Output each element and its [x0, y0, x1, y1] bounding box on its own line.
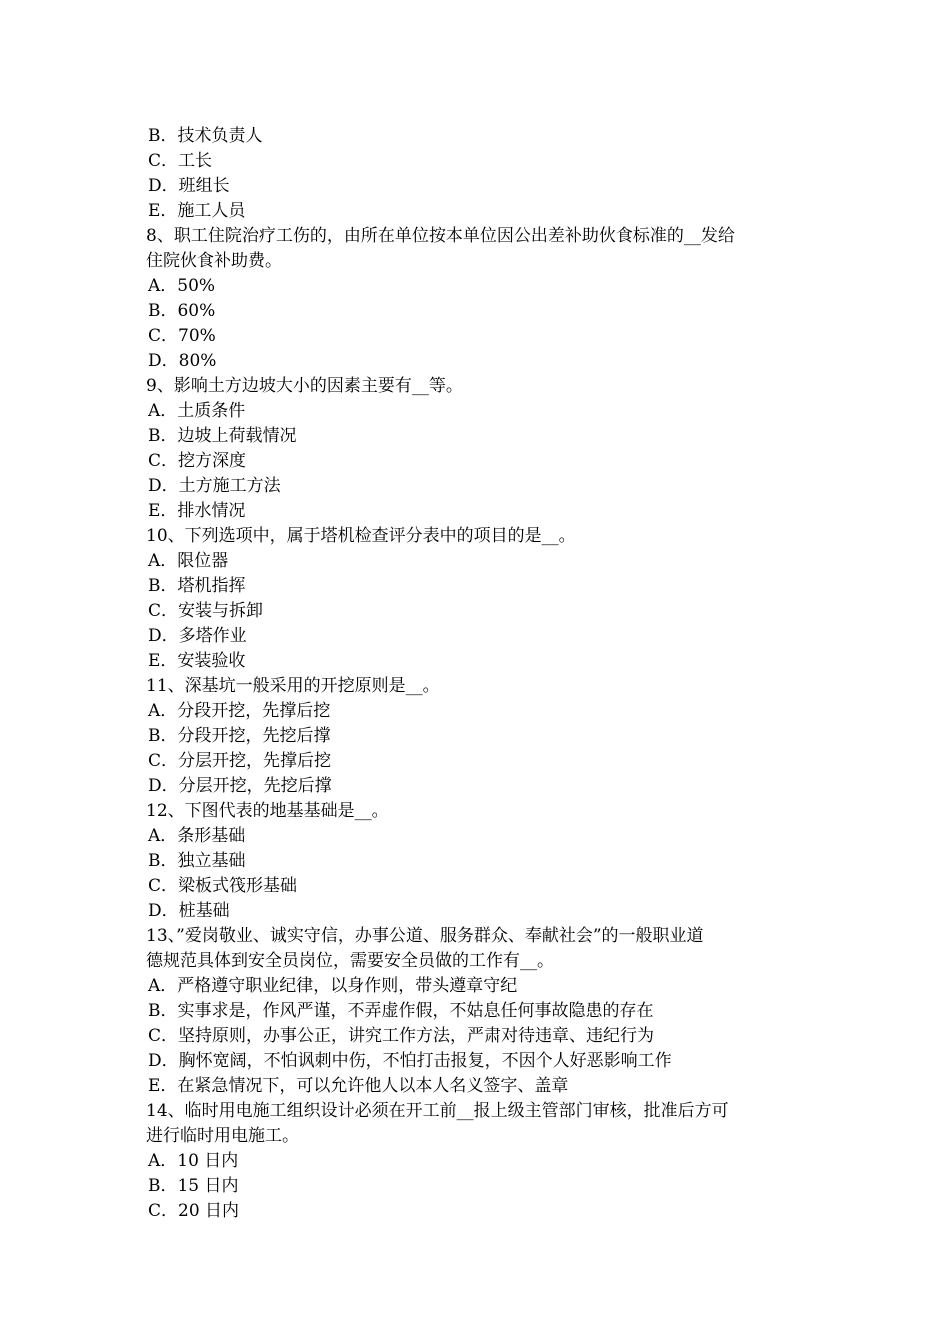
answer-option: A．严格遵守职业纪律，以身作则，带头遵章守纪 — [148, 976, 518, 996]
question-text: 12、下图代表的地基基础是__。 — [146, 801, 389, 821]
answer-option: B．技术负责人 — [148, 126, 263, 146]
question-text: 14、临时用电施工组织设计必须在开工前__报上级主管部门审核，批准后方可 — [146, 1101, 729, 1121]
answer-option: B．塔机指挥 — [148, 576, 246, 596]
question-text: 10、下列选项中，属于塔机检查评分表中的项目的是__。 — [146, 526, 576, 546]
answer-option: D．胸怀宽阔，不怕讽刺中伤，不怕打击报复，不因个人好恶影响工作 — [148, 1051, 672, 1071]
answer-option: B．实事求是，作风严谨，不弄虚作假，不姑息任何事故隐患的存在 — [148, 1001, 654, 1021]
question-text: 进行临时用电施工。 — [146, 1126, 299, 1146]
answer-option: A．分段开挖，先撑后挖 — [148, 701, 331, 721]
question-text: 德规范具体到安全员岗位，需要安全员做的工作有__。 — [146, 951, 554, 971]
answer-option: C．70% — [148, 326, 216, 346]
question-list — [146, 124, 818, 1224]
answer-option: C．安装与拆卸 — [148, 601, 264, 621]
answer-option: D．80% — [148, 351, 217, 371]
question-text: 11、深基坑一般采用的开挖原则是__。 — [146, 676, 440, 696]
answer-option: E．施工人员 — [148, 201, 246, 221]
question-text: 8、职工住院治疗工伤的，由所在单位按本单位因公出差补助伙食标准的__发给 — [146, 226, 735, 246]
answer-option: D．土方施工方法 — [148, 476, 281, 496]
question-text: 住院伙食补助费。 — [146, 251, 282, 271]
answer-option: C．分层开挖，先撑后挖 — [148, 751, 332, 771]
answer-option: B．边坡上荷载情况 — [148, 426, 297, 446]
answer-option: D．班组长 — [148, 176, 230, 196]
answer-option: E．安装验收 — [148, 651, 246, 671]
answer-option: C．梁板式筏形基础 — [148, 876, 298, 896]
answer-option: D．桩基础 — [148, 901, 230, 921]
answer-option: E．排水情况 — [148, 501, 246, 521]
answer-option: C．坚持原则，办事公正，讲究工作方法，严肃对待违章、违纪行为 — [148, 1026, 655, 1046]
answer-option: B．60% — [148, 301, 216, 321]
answer-option: B．分段开挖，先挖后撑 — [148, 726, 331, 746]
answer-option: B．独立基础 — [148, 851, 246, 871]
question-text: 13、”爱岗敬业、诚实守信，办事公道、服务群众、奉献社会”的一般职业道 — [146, 926, 704, 946]
question-text: 9、影响土方边坡大小的因素主要有__等。 — [146, 376, 463, 396]
answer-option: A．条形基础 — [148, 826, 246, 846]
answer-option: B．15 日内 — [148, 1176, 239, 1196]
answer-option: D．多塔作业 — [148, 626, 247, 646]
answer-option: C．工长 — [148, 151, 213, 171]
answer-option: A．土质条件 — [148, 401, 246, 421]
answer-option: E．在紧急情况下，可以允许他人以本人名义签字、盖章 — [148, 1076, 569, 1096]
answer-option: A．10 日内 — [148, 1151, 239, 1171]
answer-option: A．限位器 — [148, 551, 229, 571]
answer-option: D．分层开挖，先挖后撑 — [148, 776, 332, 796]
answer-option: C．20 日内 — [148, 1201, 240, 1221]
answer-option: C．挖方深度 — [148, 451, 247, 471]
answer-option: A．50% — [148, 276, 216, 296]
